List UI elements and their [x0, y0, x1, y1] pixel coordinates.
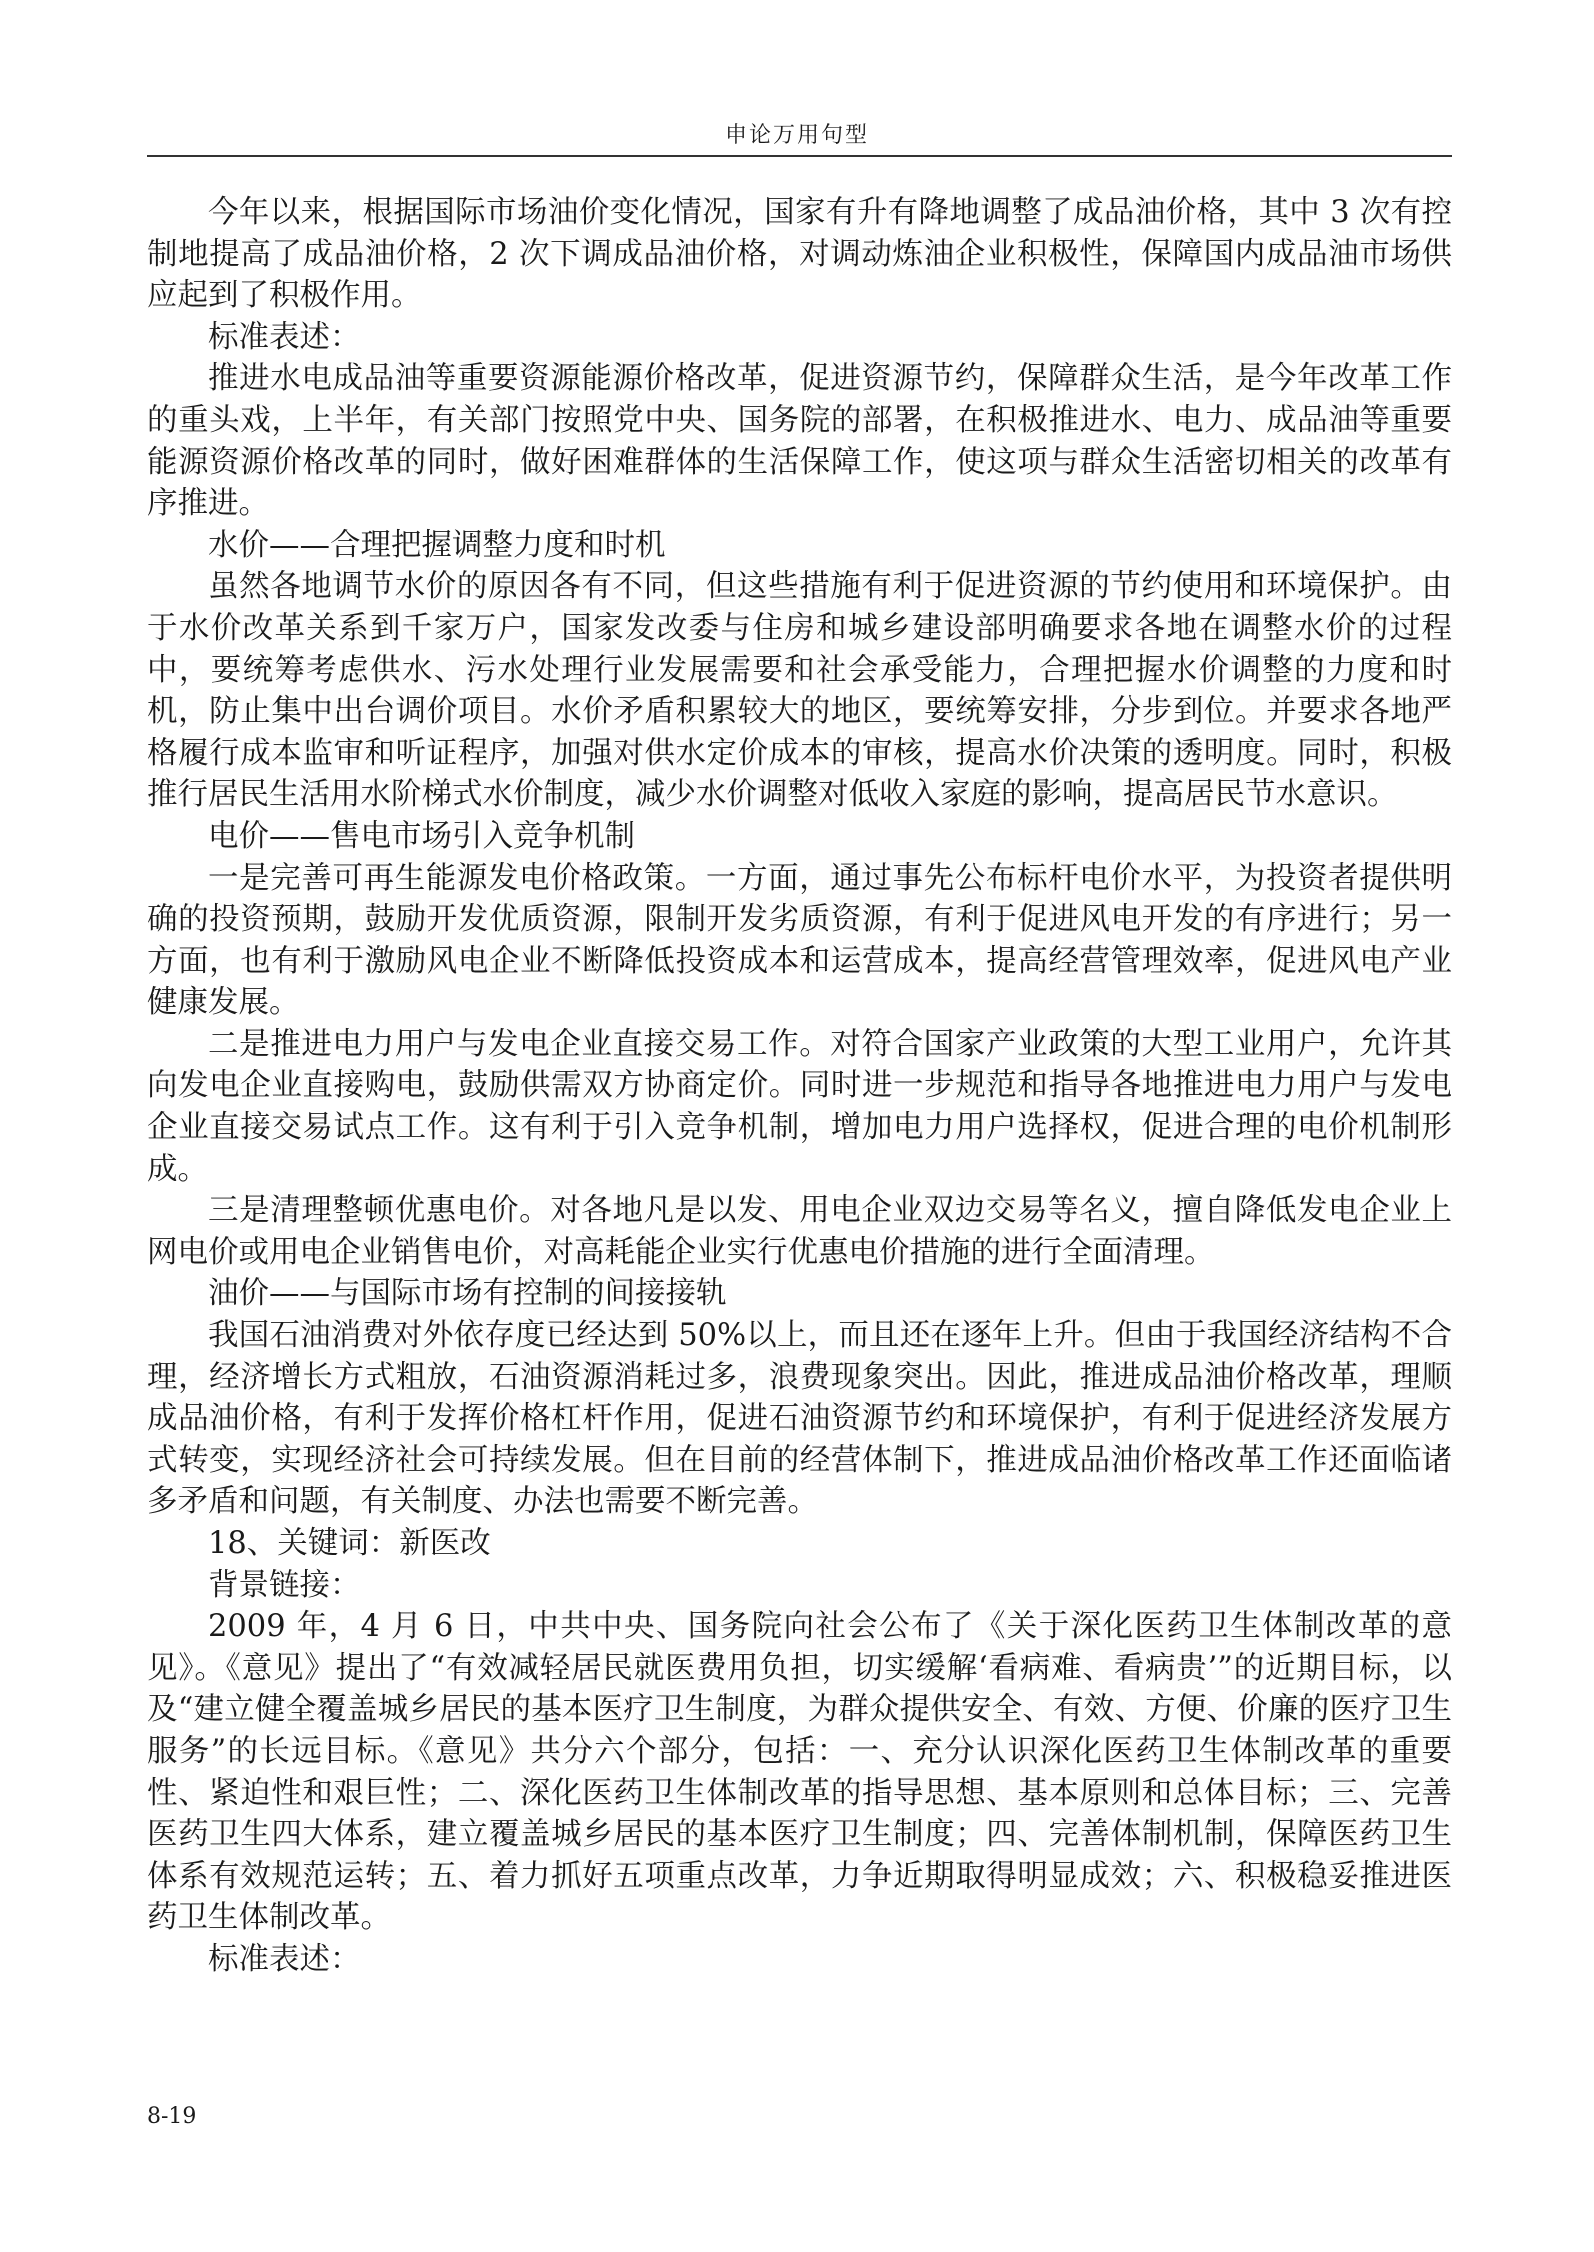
running-header-title: 申论万用句型 — [724, 123, 869, 148]
paragraph-medical-reform-opinion: 2009 年，4 月 6 日，中共中央、国务院向社会公布了《关于深化医药卫生体制改革的意见》。《意见》提出了“有效减轻居民就医费用负担，切实缓解‘看病难、看病贵’”的近期目标，以及“建立健全覆盖城乡居民的基本医疗卫生制度，为群众提供安全、有效、方便、价廉的医疗卫生服务”的长远目标。《意见》共分六个部分，包括：一、充分认识深化医药卫生体制改革的重要性、紧迫性和艰巨性；二、深化医药卫生体制改革的指导思想、基本原则和总体目标；三、完善医药卫生四大体系，建立覆盖城乡居民的基本医疗卫生制度；四、完善体制机制，保障医药卫生体系有效规范运转；五、着力抓好五项重点改革，力争近期取得明显成效；六、积极稳妥推进医药卫生体制改革。 — [147, 1609, 1452, 1936]
subheading-oil-price: 油价——与国际市场有控制的间接接轨 — [208, 1276, 727, 1312]
paragraph-oil-price-adjustment: 今年以来，根据国际市场油价变化情况，国家有升有降地调整了成品油价格，其中 3 次有控制地提高了成品油价格，2 次下调成品油价格，对调动炼油企业积极性，保障国内成品油市场供应起到了积极作用。 — [147, 195, 1452, 314]
paragraph-preferential-price: 三是清理整顿优惠电价。对各地凡是以发、用电企业双边交易等名义，擅自降低发电企业上网电价或用电企业销售电价，对高耗能企业实行优惠电价措施的进行全面清理。 — [147, 1193, 1452, 1270]
label-standard-expression-2: 标准表述： — [208, 1941, 361, 1977]
paragraph-water-price: 虽然各地调节水价的原因各有不同，但这些措施有利于促进资源的节约使用和环境保护。由于水价改革关系到千家万户，国家发改委与住房和城乡建设部明确要求各地在调整水价的过程中，要统筹考虑供水、污水处理行业发展需要和社会承受能力，合理把握水价调整的力度和时机，防止集中出台调价项目。水价矛盾积累较大的地区，要统筹安排，分步到位。并要求各地严格履行成本监审和听证程序，加强对供水定价成本的审核，提高水价决策的透明度。同时，积极推行居民生活用水阶梯式水价制度，减少水价调整对低收入家庭的影响，提高居民节水意识。 — [147, 569, 1452, 813]
subheading-water-price: 水价——合理把握调整力度和时机 — [208, 527, 666, 563]
header-divider — [147, 155, 1452, 157]
paragraph-oil-dependency: 我国石油消费对外依存度已经达到 50%以上，而且还在逐年上升。但由于我国经济结构不合理，经济增长方式粗放，石油资源消耗过多，浪费现象突出。因此，推进成品油价格改革，理顺成品油价格，有利于发挥价格杠杆作用，促进石油资源节约和环境保护，有利于促进经济发展方式转变，实现经济社会可持续发展。但在目前的经营体制下，推进成品油价格改革工作还面临诸多矛盾和问题，有关制度、办法也需要不断完善。 — [147, 1318, 1452, 1520]
paragraph-direct-trading: 二是推进电力用户与发电企业直接交易工作。对符合国家产业政策的大型工业用户，允许其向发电企业直接购电，鼓励供需双方协商定价。同时进一步规范和指导各地推进电力用户与发电企业直接交易试点工作。这有利于引入竞争机制，增加电力用户选择权，促进合理的电价机制形成。 — [147, 1026, 1452, 1187]
subheading-electricity-price: 电价——售电市场引入竞争机制 — [208, 818, 635, 854]
page-body — [147, 192, 1452, 1981]
label-background-link: 背景链接： — [208, 1567, 361, 1603]
paragraph-price-reform: 推进水电成品油等重要资源能源价格改革，促进资源节约，保障群众生活，是今年改革工作的重头戏，上半年，有关部门按照党中央、国务院的部署，在积极推进水、电力、成品油等重要能源资源价格改革的同时，做好困难群体的生活保障工作，使这项与群众生活密切相关的改革有序推进。 — [147, 361, 1452, 522]
paragraph-renewable-energy: 一是完善可再生能源发电价格政策。一方面，通过事先公布标杆电价水平，为投资者提供明确的投资预期，鼓励开发优质资源，限制开发劣质资源，有利于促进风电开发的有序进行；另一方面，也有利于激励风电企业不断降低投资成本和运营成本，提高经营管理效率，促进风电产业健康发展。 — [147, 860, 1452, 1021]
page-number: 8-19 — [147, 2104, 197, 2129]
label-standard-expression: 标准表述： — [208, 319, 361, 355]
keyword-heading-medical-reform: 18、关键词：新医改 — [208, 1526, 491, 1561]
